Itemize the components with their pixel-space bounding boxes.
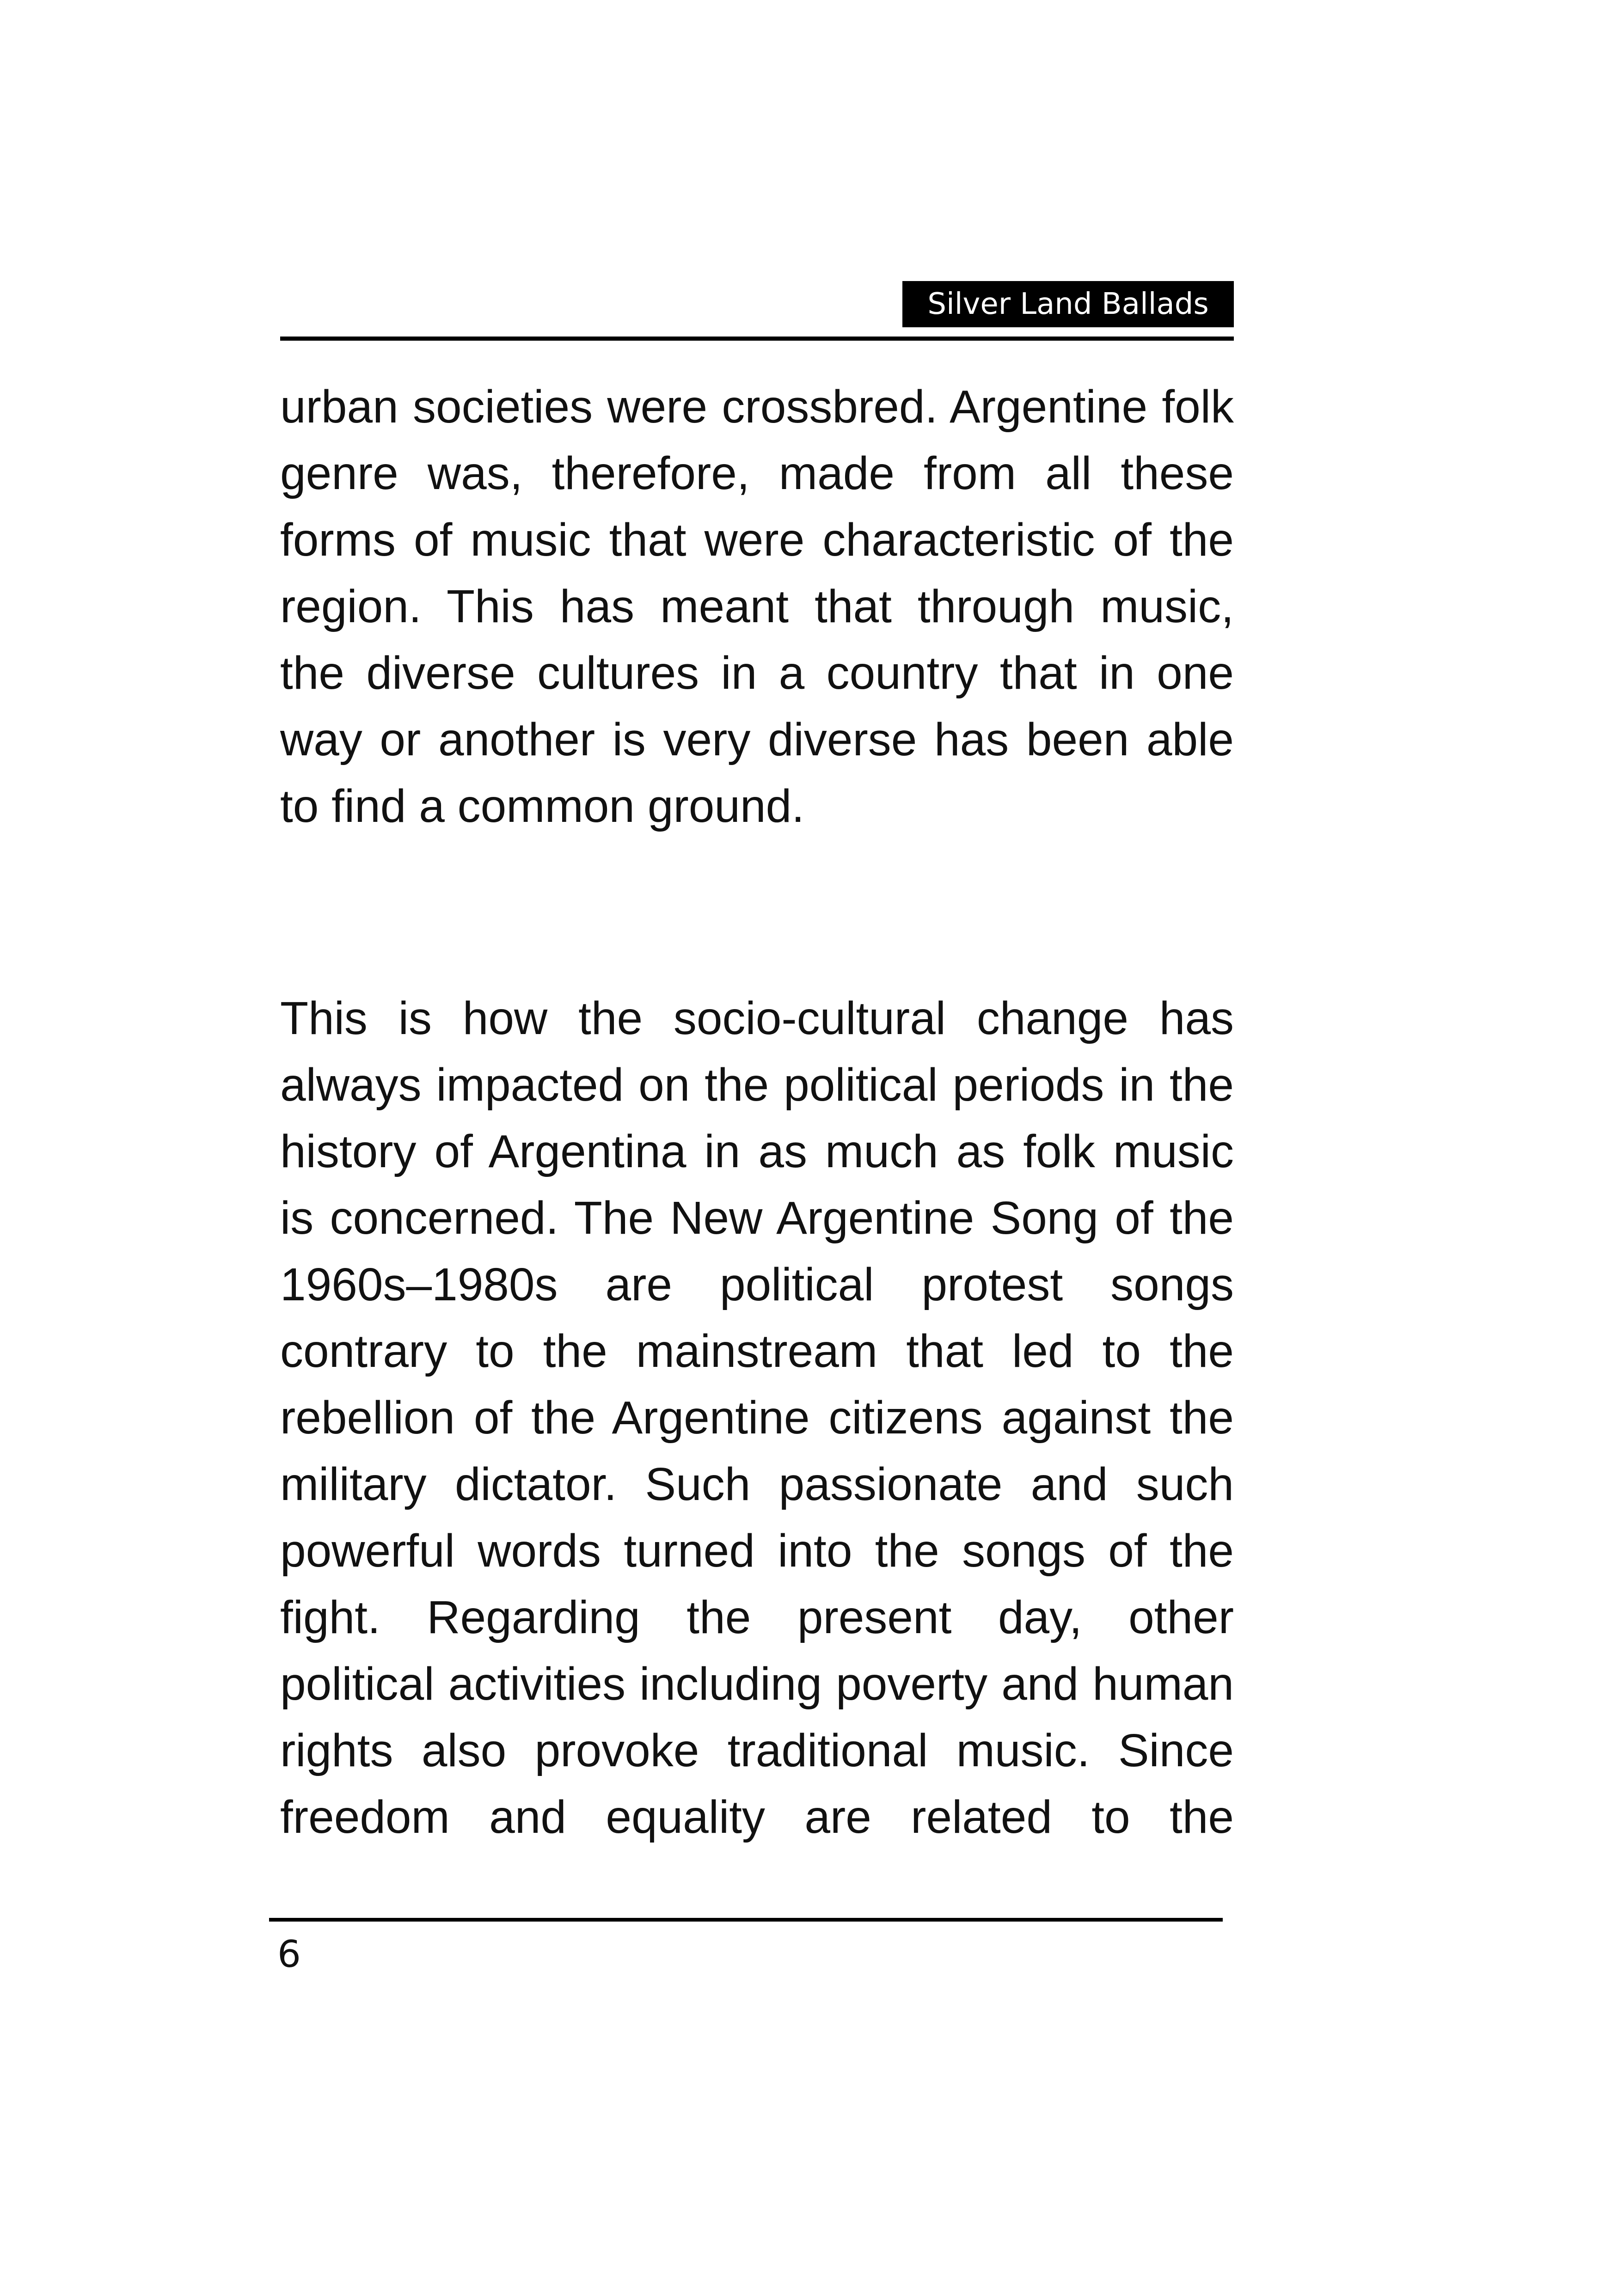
- paragraph-line: political activities including poverty and human: [280, 1658, 1234, 1710]
- page-number: 6: [277, 1933, 301, 1976]
- running-header-title: Silver Land Ballads: [902, 281, 1234, 327]
- paragraph-line: region. This has meant that through music,: [280, 581, 1234, 632]
- footer-rule: [269, 1918, 1223, 1922]
- header-rule: [280, 337, 1234, 341]
- paragraph-line: history of Argentina in as much as folk music: [280, 1126, 1234, 1177]
- paragraph-1: [280, 373, 1234, 839]
- paragraph-line: way or another is very diverse has been able: [280, 714, 1234, 765]
- paragraph-line: is concerned. The New Argentine Song of the: [280, 1192, 1234, 1244]
- paragraph-line: fight. Regarding the present day, other: [280, 1592, 1234, 1643]
- paragraph-line: rebellion of the Argentine citizens against the: [280, 1392, 1234, 1444]
- paragraph-line: urban societies were crossbred. Argentine folk: [280, 381, 1234, 433]
- paragraph-line: genre was, therefore, made from all these: [280, 447, 1234, 499]
- paragraph-line: This is how the socio-cultural change has: [280, 992, 1234, 1044]
- paragraph-line: rights also provoke traditional music. Since: [280, 1725, 1234, 1776]
- paragraph-line: powerful words turned into the songs of the: [280, 1525, 1234, 1577]
- paragraph-line: contrary to the mainstream that led to the: [280, 1325, 1234, 1377]
- paragraph-line: the diverse cultures in a country that in one: [280, 647, 1234, 699]
- paragraph-line: always impacted on the political periods in the: [280, 1059, 1234, 1111]
- paragraph-line: freedom and equality are related to the: [280, 1791, 1234, 1843]
- paragraph-line: military dictator. Such passionate and such: [280, 1458, 1234, 1510]
- paragraph-line: 1960s–1980s are political protest songs: [280, 1259, 1234, 1310]
- paragraph-2: [280, 985, 1234, 1850]
- paragraph-line: forms of music that were characteristic of the: [280, 514, 1234, 566]
- paragraph-line: to find a common ground.: [280, 780, 804, 832]
